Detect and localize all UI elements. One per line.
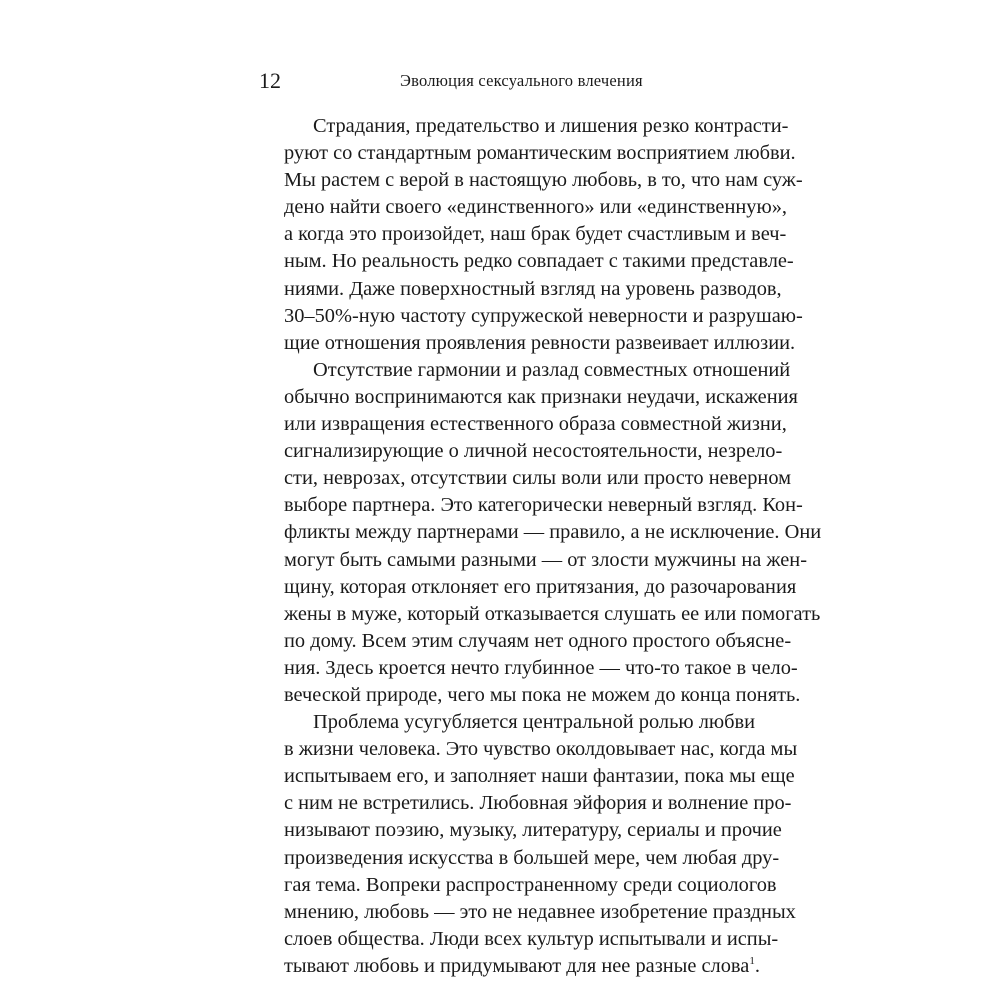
text-line: сигнализирующие о личной несостоятельности, незрело- <box>284 440 783 463</box>
text-line: с ним не встретились. Любовная эйфория и волнение про- <box>284 792 792 815</box>
text-line: ным. Но реальность редко совпадает с такими представле- <box>284 250 794 273</box>
text-line: выборе партнера. Это категорически неверный взгляд. Кон- <box>284 494 803 517</box>
text-line: слоев общества. Люди всех культур испытывали и испы- <box>284 927 779 950</box>
text-line: испытываем его, и заполняет наши фантазии, пока мы еще <box>284 765 795 788</box>
text-line: 30–50%-ную частоту супружеской неверности и разрушаю- <box>284 304 803 327</box>
text-line: могут быть самыми разными — от злости мужчины на жен- <box>284 548 807 571</box>
text-line: щину, которая отклоняет его притязания, до разочарования <box>284 575 797 598</box>
text-line: сти, неврозах, отсутствии силы воли или просто неверном <box>284 467 792 490</box>
text-line: ниями. Даже поверхностный взгляд на уровень разводов, <box>284 277 782 300</box>
page-number: 12 <box>259 68 281 93</box>
text-line: щие отношения проявления ревности развеивает иллюзии. <box>284 331 796 354</box>
text-line-final <box>284 953 760 980</box>
footnote-reference[interactable]: 1 <box>749 954 755 967</box>
text-line: низывают поэзию, музыку, литературу, сериалы и прочие <box>284 819 782 842</box>
text-line: Страдания, предательство и лишения резко контрасти- <box>313 115 789 137</box>
running-title: Эволюция сексуального влечения <box>400 71 643 90</box>
text-line: веческой природе, чего мы пока не можем до конца понять. <box>284 683 801 706</box>
text-line: произведения искусства в большей мере, чем любая дру- <box>284 846 780 869</box>
text-line: или извращения естественного образа совместной жизни, <box>284 413 787 436</box>
text-line: мнению, любовь — это не недавнее изобретение праздных <box>284 900 796 923</box>
text-line: по дому. Всем этим случаям нет одного простого объясне- <box>284 629 792 652</box>
text-line: Проблема усугубляется центральной ролью любви <box>313 711 756 734</box>
text-line: фликты между партнерами — правило, а не исключение. Они <box>284 521 822 544</box>
text-line: Отсутствие гармонии и разлад совместных отношений <box>313 358 791 381</box>
final-line-text: тывают любовь и придумывают для нее разные слова <box>284 954 750 977</box>
text-line: Мы растем с верой в настоящую любовь, в то, что нам суж- <box>284 169 803 192</box>
text-line: обычно воспринимаются как признаки неудачи, искажения <box>284 385 798 408</box>
text-line: жены в муже, который отказывается слушать ее или помогать <box>284 602 821 625</box>
text-line: дено найти своего «единственного» или «единственную», <box>284 196 788 219</box>
text-line: руют со стандартным романтическим восприятием любви. <box>284 142 796 165</box>
text-line: ния. Здесь кроется нечто глубинное — что-то такое в чело- <box>284 656 798 679</box>
text-line: гая тема. Вопреки распространенному среди социологов <box>284 873 777 896</box>
text-line: а когда это произойдет, наш брак будет счастливым и веч- <box>284 223 787 246</box>
body-text <box>284 113 822 980</box>
text-line: в жизни человека. Это чувство околдовывает нас, когда мы <box>284 738 798 761</box>
final-punctuation: . <box>754 954 760 977</box>
running-head <box>259 66 754 96</box>
